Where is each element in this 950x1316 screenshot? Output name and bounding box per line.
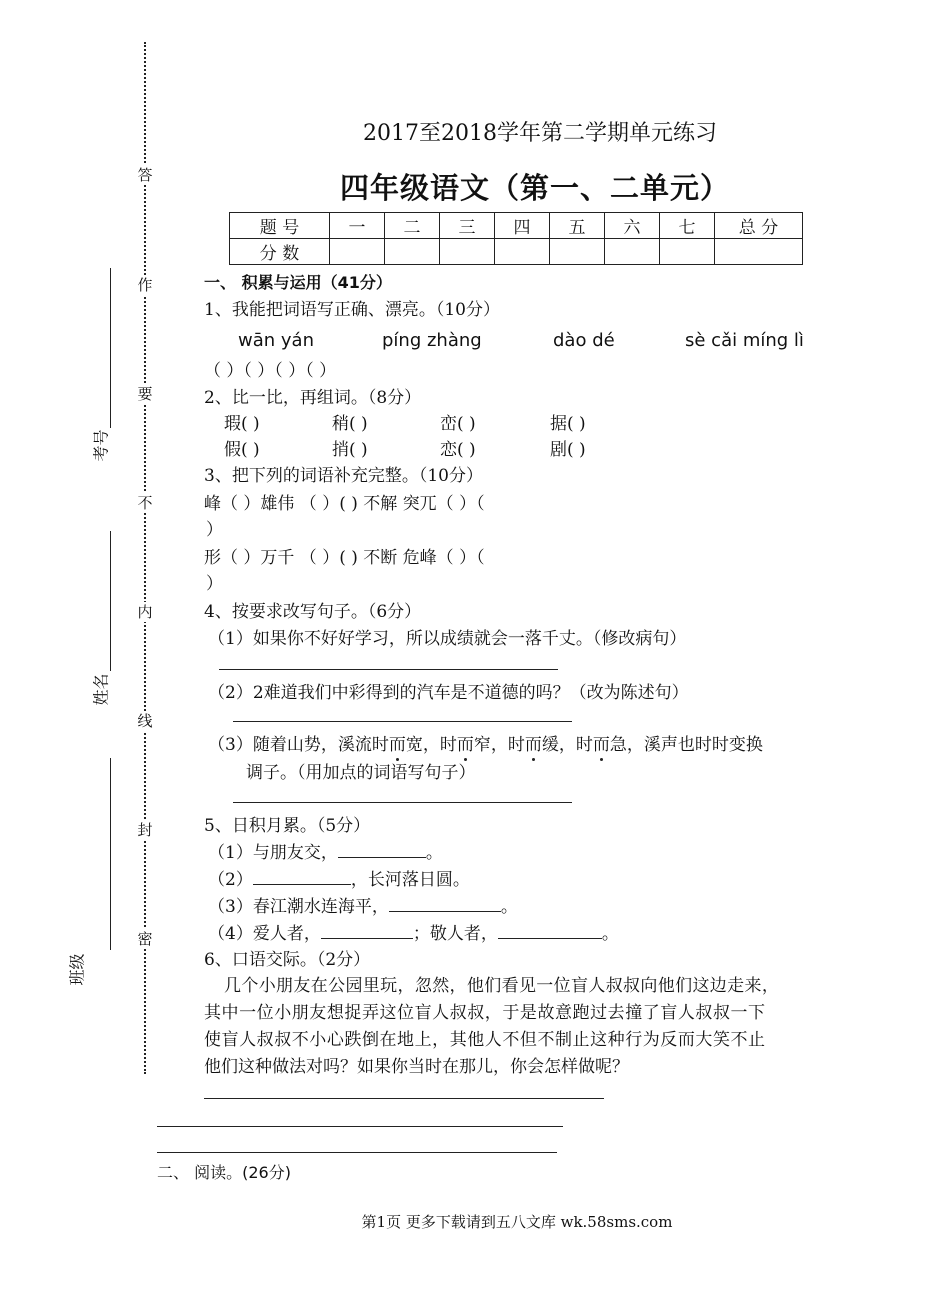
seal-char: 密	[137, 930, 153, 948]
q5-line-1	[208, 838, 443, 863]
pinyin-4: sè cǎi míng lì	[685, 330, 804, 351]
score-header-cell: 五	[550, 213, 605, 239]
q4-sentence-1: （1）如果你不好好学习，所以成绩就会一落千丈。（修改病句）	[208, 629, 687, 649]
q5-text: ；敬人者，	[412, 924, 498, 944]
q4-sentence-3-cont: 调子。（用加点的词语写句子）	[246, 763, 476, 783]
q2-item[interactable]: 剧( )	[550, 440, 586, 460]
q2-item[interactable]: 恋( )	[440, 440, 476, 460]
q6-paragraph-line: 他们这种做法对吗？如果你当时在那儿，你会怎样做呢？	[204, 1057, 629, 1077]
score-header-cell: 二	[385, 213, 440, 239]
exam-number-line	[110, 268, 111, 428]
q5-blank[interactable]	[338, 843, 426, 858]
score-header-cell: 六	[605, 213, 660, 239]
seal-char: 作	[137, 276, 153, 294]
q5-line-3	[208, 892, 518, 917]
q3-line2[interactable]: 形（ ）万千 （ ）( ) 不断 危峰（ ）（	[204, 548, 485, 568]
q3-prompt: 3、把下列的词语补充完整。（10分）	[204, 466, 483, 486]
q5-text: 。	[601, 924, 619, 944]
q5-text: （1）与朋友交，	[208, 843, 338, 863]
score-table	[229, 212, 803, 265]
score-cell[interactable]	[660, 239, 715, 265]
name-label: 姓名	[91, 673, 111, 706]
pinyin-2: píng zhàng	[382, 330, 482, 351]
q6-answer-line-3[interactable]	[157, 1152, 557, 1153]
q3-line2-end: ）	[206, 574, 223, 594]
q6-paragraph-line: 其中一位小朋友想捉弄这位盲人叔叔，于是故意跑过去撞了盲人叔叔一下	[204, 1003, 766, 1023]
section1-heading: 一、 积累与运用（41分）	[204, 273, 392, 292]
score-header-cell: 三	[440, 213, 495, 239]
score-cell[interactable]	[605, 239, 660, 265]
q5-text: ，长河落日圆。	[350, 870, 470, 890]
q4-s3-comma: ，	[422, 735, 440, 755]
score-cell[interactable]	[440, 239, 495, 265]
seal-char: 封	[137, 821, 153, 839]
section2-heading: 二、 阅读。(26分)	[157, 1163, 291, 1182]
q5-line-4	[208, 919, 619, 944]
q3-line1[interactable]: 峰（ ）雄伟 （ ）( ) 不解 突兀（ ）（	[204, 494, 485, 514]
q5-blank[interactable]	[389, 897, 501, 912]
q2-item[interactable]: 捎( )	[332, 440, 368, 460]
q5-blank[interactable]	[321, 924, 413, 939]
dotted-word: 时而缓	[507, 735, 559, 755]
q5-blank[interactable]	[498, 924, 602, 939]
seal-char: 内	[137, 603, 153, 621]
q4-sentence-3	[208, 730, 763, 755]
seal-char: 答	[137, 166, 153, 184]
q2-item[interactable]: 瑕( )	[224, 414, 260, 434]
q4-answer-line-1[interactable]	[219, 669, 558, 670]
q2-item[interactable]: 假( )	[224, 440, 260, 460]
name-line	[110, 531, 111, 671]
pinyin-3: dào dé	[553, 330, 615, 351]
q4-s3-comma: ，	[558, 735, 576, 755]
q3-line1-end: ）	[206, 520, 223, 540]
score-cell[interactable]	[330, 239, 385, 265]
q2-prompt: 2、比一比，再组词。（8分）	[204, 388, 422, 408]
q6-answer-line-2[interactable]	[157, 1126, 563, 1127]
exam-number-label: 考号	[91, 429, 111, 462]
page-subtitle: 四年级语文（第一、二单元）	[339, 171, 730, 205]
q5-blank[interactable]	[253, 870, 351, 885]
q4-sentence-2: （2）2难道我们中彩得到的汽车是不道德的吗？（改为陈述句）	[208, 683, 689, 703]
score-cell[interactable]	[495, 239, 550, 265]
score-header-cell: 四	[495, 213, 550, 239]
q5-line-2	[208, 865, 470, 890]
q4-answer-line-3[interactable]	[233, 802, 572, 803]
score-header-cell: 一	[330, 213, 385, 239]
dotted-word: 时而窄	[439, 735, 491, 755]
q5-prompt: 5、日积月累。（5分）	[204, 816, 371, 836]
class-line	[110, 758, 111, 950]
q5-text: 。	[425, 843, 443, 863]
score-header-cell: 七	[660, 213, 715, 239]
q2-item[interactable]: 据( )	[550, 414, 586, 434]
q1-prompt: 1、我能把词语写正确、漂亮。（10分）	[204, 300, 500, 320]
q5-text: 。	[500, 897, 518, 917]
q2-item[interactable]: 峦( )	[440, 414, 476, 434]
q6-paragraph-line: 几个小朋友在公园里玩，忽然，他们看见一位盲人叔叔向他们这边走来，	[224, 976, 780, 996]
seal-char: 要	[137, 385, 153, 403]
score-cell[interactable]	[715, 239, 803, 265]
dotted-word: 时而急	[575, 735, 627, 755]
q6-answer-line-1[interactable]	[204, 1098, 604, 1099]
q4-prompt: 4、按要求改写句子。（6分）	[204, 602, 422, 622]
score-header-cell: 题 号	[230, 213, 330, 239]
q4-s3-pre: （3）随着山势，溪流	[208, 735, 372, 755]
q5-text: （3）春江潮水连海平，	[208, 897, 389, 917]
q4-s3-post: ，溪声也时时变换	[626, 735, 763, 755]
q2-item[interactable]: 稍( )	[332, 414, 368, 434]
seal-char: 不	[137, 494, 153, 512]
class-label: 班级	[67, 953, 87, 986]
q5-text: （2）	[208, 870, 253, 890]
q6-paragraph-line: 使盲人叔叔不小心跌倒在地上，其他人不但不制止这种行为反而大笑不止	[204, 1030, 766, 1050]
q4-s3-comma: ，	[490, 735, 508, 755]
score-cell[interactable]	[550, 239, 605, 265]
score-cell[interactable]	[385, 239, 440, 265]
q6-prompt: 6、口语交际。（2分）	[204, 950, 371, 970]
q1-answer-brackets[interactable]: （ ）（ ）（ ）（ ）	[204, 361, 337, 381]
page-title: 2017至2018学年第二学期单元练习	[363, 121, 717, 146]
seal-char: 线	[137, 712, 153, 730]
q5-text: （4）爱人者，	[208, 924, 321, 944]
dotted-word: 时而宽	[371, 735, 423, 755]
page-footer: 第1页 更多下载请到五八文库 wk.58sms.com	[361, 1213, 673, 1231]
score-row-label: 分 数	[230, 239, 330, 265]
score-header-cell: 总 分	[715, 213, 803, 239]
q4-answer-line-2[interactable]	[233, 721, 572, 722]
pinyin-1: wān yán	[238, 330, 314, 351]
